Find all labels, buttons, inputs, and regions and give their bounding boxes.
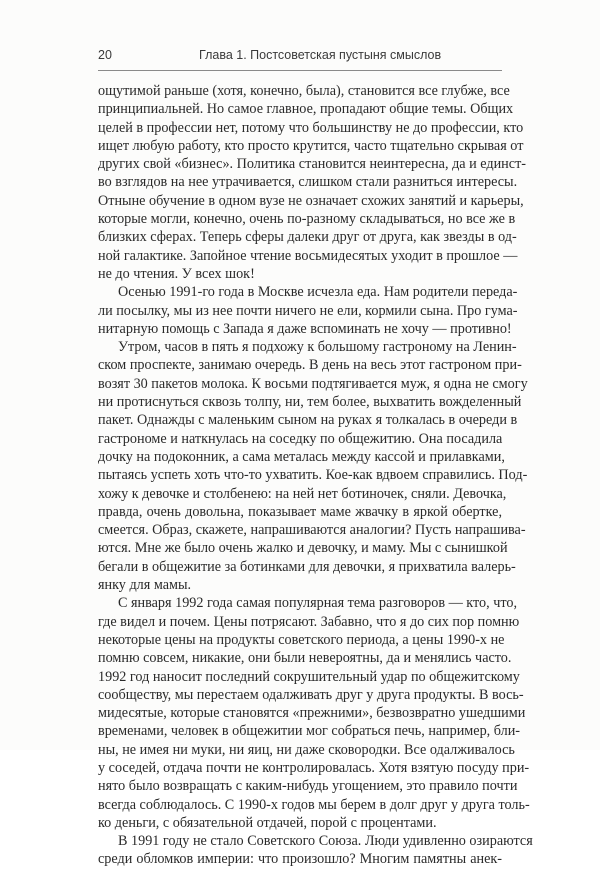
paragraph — [98, 338, 528, 594]
text-line: ищет любую работу, кто просто крутится, часто тщательно скрывая от — [98, 137, 524, 154]
text-line: ются. Мне же было очень жалко и девочку, и маму. Мы с сынишкой — [98, 540, 508, 557]
text-line: сообществу, мы перестаем одалживать друг у друга продукты. В вось- — [98, 686, 524, 703]
text-line: В 1991 году не стало Советского Союза. Люди удивленно озираются — [118, 833, 533, 850]
text-line: 1992 год наносит последний сокрушительный удар по общежитскому — [98, 668, 520, 685]
text-line: среди обломков империи: что произошло? Многим памятны анек- — [98, 851, 502, 868]
text-line: помню совсем, никакие, они были невероятны, да и менялись часто. — [98, 650, 512, 667]
text-line: у соседей, отдача почти не контролировалась. Хотя взятую посуду при- — [98, 759, 530, 776]
header-rule — [98, 70, 502, 71]
text-line: пытаясь успеть хоть что-то ухватить. Кое-как вдвоем справились. Под- — [98, 467, 528, 484]
text-line: Отныне обучение в одном вузе не означает схожих занятий и карьеры, — [98, 192, 524, 209]
text-line: гастрономе и наткнулась на соседку по общежитию. Она посадила — [98, 430, 503, 447]
text-line: ни протиснуться сквозь толпу, ни, тем более, выхватить вожделенный — [98, 394, 522, 411]
text-line: некоторые цены на продукты советского периода, а цены 1990-х не — [98, 631, 505, 648]
text-line: С января 1992 года самая популярная тема разговоров — кто, что, — [118, 595, 518, 612]
page-number: 20 — [98, 48, 112, 62]
text-line: принципиальней. Но самое главное, пропадают общие темы. Общих — [98, 101, 514, 118]
text-line: всегда соблюдалось. С 1990-х годов мы берем в долг друг у друга толь- — [98, 796, 530, 813]
text-line: ском проспекте, занимаю очередь. В день на весь этот гастроном при- — [98, 357, 522, 374]
paragraph — [98, 832, 533, 869]
text-line: бегали в общежитие за ботинками для девочки, я прихватила валерь- — [98, 558, 516, 575]
text-line: мидесятые, которые становятся «прежними», безвозвратно ушедшими — [98, 705, 526, 722]
text-line: возят 30 пакетов молока. К восьми подтягивается муж, я одна не смогу — [98, 375, 528, 392]
text-line: во взглядов на нее утрачивается, слишком стали разниться интересы. — [98, 174, 518, 191]
text-line: Осенью 1991-го года в Москве исчезла еда. Нам родители переда- — [118, 284, 518, 301]
text-line: временами, человек в общежитии мог собраться печь, например, бли- — [98, 723, 521, 740]
text-line: ко деньги, с обязательной отдачей, порой с процентами. — [98, 814, 437, 831]
text-line: целей в профессии нет, потому что большинству не до профессии, кто — [98, 119, 524, 136]
text-line: хожу к девочке и столбенею: на ней нет ботиночек, сняли. Девочка, — [98, 485, 507, 502]
text-line: Утром, часов в пять я подхожу к большому гастроному на Ленин- — [118, 339, 517, 356]
text-line: нитарную помощь с Запада я даже вспоминать не хочу — противно! — [98, 320, 512, 337]
text-line: ощутимой раньше (хотя, конечно, была), становится все глубже, все — [98, 83, 510, 99]
text-line: нято было возвращать с каким-нибудь угощением, это правило почти — [98, 778, 518, 795]
text-line: смеется. Образ, скажете, напрашиваются аналогии? Пусть напрашива- — [98, 522, 526, 539]
text-line: близких сферах. Теперь сферы далеки друг от друга, как звезды в од- — [98, 229, 517, 246]
text-line: других свой «бизнес». Политика становится неинтересна, да и единст- — [98, 156, 527, 173]
text-line: янку для мамы. — [98, 577, 192, 594]
body-text — [98, 82, 533, 869]
chapter-title: Глава 1. Постсоветская пустыня смыслов — [199, 48, 442, 62]
text-line: которые могли, конечно, очень по-разному складываться, но все же в — [98, 211, 516, 228]
running-head — [98, 48, 502, 68]
text-line: ны, не имея ни муки, ни яиц, ни даже сковородки. Все одалживалось — [98, 741, 515, 758]
paragraph — [98, 594, 530, 832]
text-line: ной галактике. Запойное чтение восьмидесятых уходит в прошлое — — [98, 247, 518, 264]
text-line: ли посылку, мы из нее почти ничего не ели, кормили сына. Про гума- — [98, 302, 518, 319]
text-line: дочку на подоконник, а сама металась между кассой и прилавками, — [98, 448, 505, 465]
text-line: правда, очень довольна, показывает маме жвачку в яркой обертке, — [98, 503, 502, 520]
paragraph — [98, 283, 518, 338]
text-line: где видел и почем. Цены потрясают. Забавно, что я до сих пор помню — [98, 613, 520, 630]
paragraph — [98, 82, 527, 283]
text-line: пакет. Однажды с маленьким сыном на руках я толкалась в очереди в — [98, 412, 518, 429]
text-line: не до чтения. У всех шок! — [98, 265, 255, 282]
